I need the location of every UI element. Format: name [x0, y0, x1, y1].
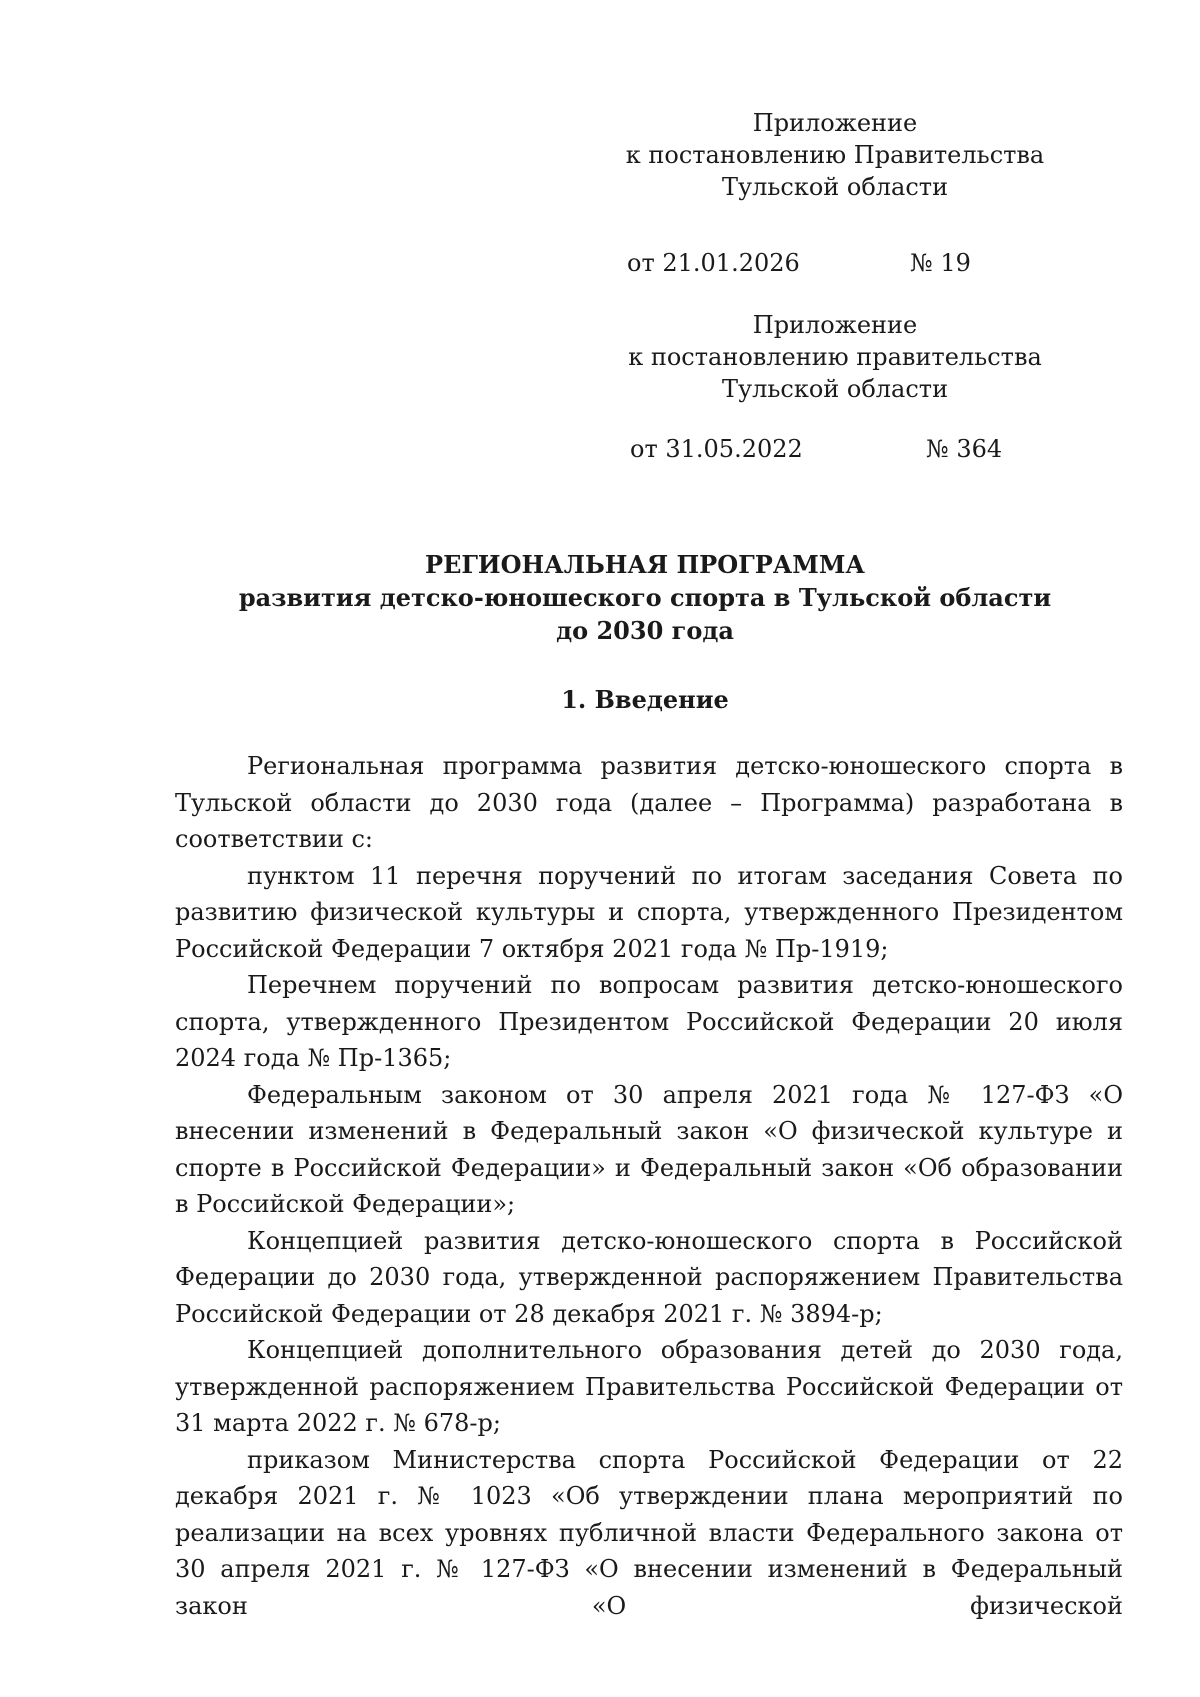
paragraph-basis-item: Концепцией дополнительного образования детей до 2030 года, утвержденной распоряжением Правительства Российской Федерации от 31 марта 2022 г. № 678-р; [175, 1336, 1123, 1437]
attachment-header-original [615, 309, 1055, 405]
attachment-region-line: Тульской области [721, 375, 949, 403]
attachment-resolution-line: к постановлению правительства [628, 343, 1042, 371]
attachment-number: № 19 [910, 249, 971, 277]
paragraph-basis-item: приказом Министерства спорта Российской Федерации от 22 декабря 2021 г. № 1023 «Об утверждении плана мероприятий по реализации на всех уровнях публичной власти Федерального закона от 30 апреля 2021 г. № 127-ФЗ «О внесении изменений в Федеральный закон «О физической [175, 1445, 1123, 1620]
attachment-resolution-line: к постановлению Правительства [625, 141, 1045, 169]
attachment-date-row-current [627, 247, 987, 279]
attachment-date: от 21.01.2026 [627, 249, 800, 277]
paragraph-basis-item: Федеральным законом от 30 апреля 2021 года № 127-ФЗ «О внесении изменений в Федеральный закон «О физической культуре и спорте в Российской Федерации» и Федеральный закон «Об образовании в Российской Федерации»; [175, 1080, 1123, 1218]
attachment-label: Приложение [752, 311, 918, 339]
paragraph-intro: Региональная программа развития детско-юношеского спорта в Тульской области до 2030 года (далее – Программа) разработана в соответствии с: [175, 752, 1123, 853]
paragraph-basis-item: Перечнем поручений по вопросам развития детско-юношеского спорта, утвержденного Президентом Российской Федерации 20 июля 2024 года № Пр-1365; [175, 971, 1123, 1072]
title-main: РЕГИОНАЛЬНАЯ ПРОГРАММА [425, 550, 865, 579]
document-title [175, 548, 1115, 647]
attachment-region-line: Тульской области [721, 173, 949, 201]
attachment-label: Приложение [752, 109, 918, 137]
document-body [175, 748, 1123, 1624]
paragraph-basis-item: пунктом 11 перечня поручений по итогам заседания Совета по развитию физической культуры и спорта, утвержденного Президентом Российской Федерации 7 октября 2021 года № Пр-1919; [175, 861, 1123, 963]
title-period: до 2030 года [556, 616, 734, 645]
attachment-number: № 364 [926, 435, 1003, 463]
attachment-header-current [615, 107, 1055, 203]
section-heading: 1. Введение [561, 685, 729, 714]
title-subject: развития детско-юношеского спорта в Тульской области [238, 583, 1052, 612]
paragraph-basis-item: Концепцией развития детско-юношеского спорта в Российской Федерации до 2030 года, утвержденной распоряжением Правительства Российской Федерации от 28 декабря 2021 г. № 3894-р; [175, 1226, 1123, 1328]
attachment-date-row-original [630, 433, 1010, 465]
attachment-date: от 31.05.2022 [630, 435, 803, 463]
